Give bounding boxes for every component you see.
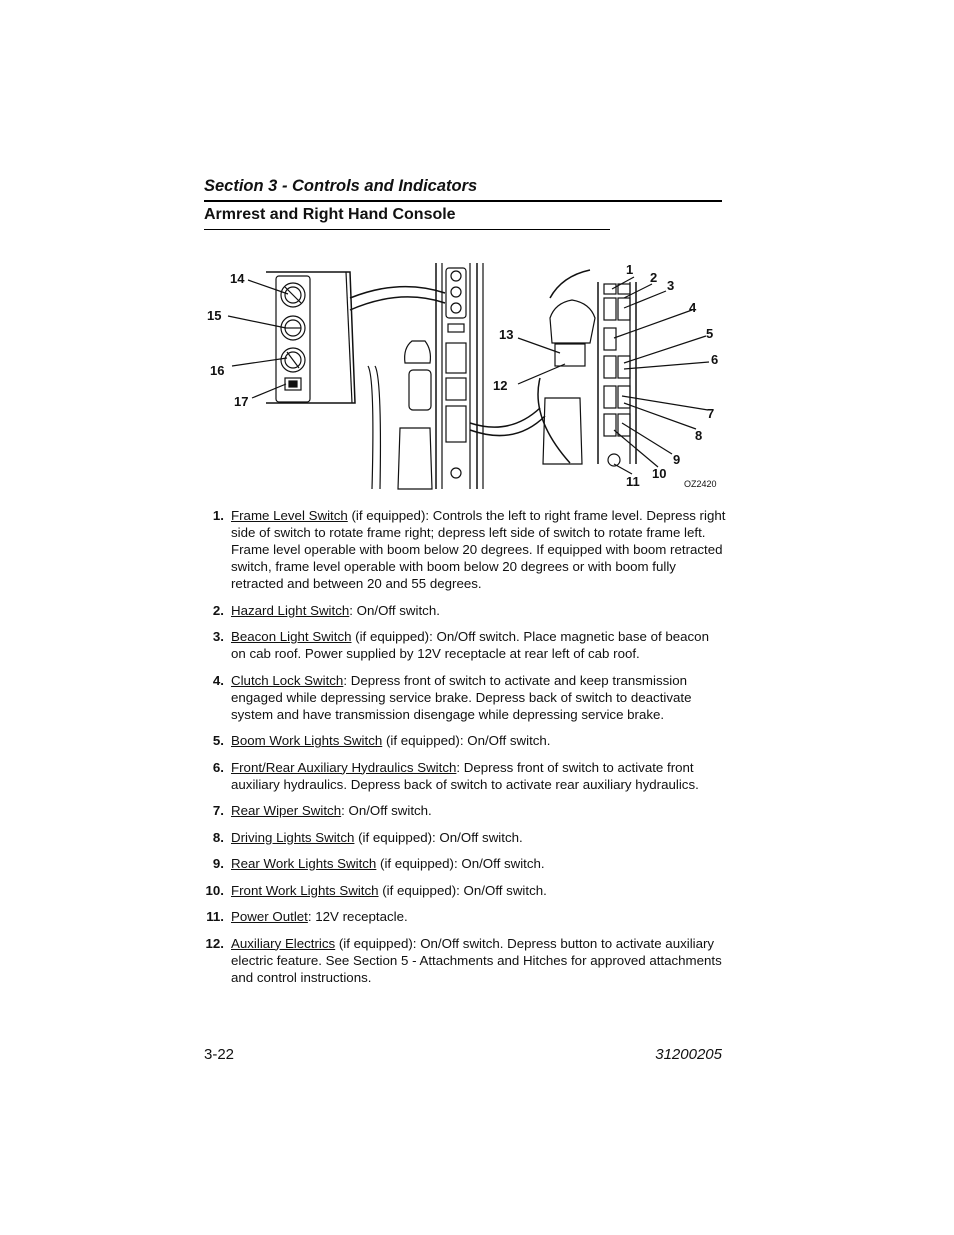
item-description: (if equipped): Controls the left to right frame level. Depress right side of switch to rotate frame right; depress left side of switch to rotate frame left. Frame level operable with boom below 20 degrees. If equipped with boom retracted switch, frame level operable with boom below 20 degrees or with boom fully retracted and between 20 and 55 degrees. <box>231 508 726 591</box>
page-number: 3-22 <box>204 1046 235 1063</box>
item-term: Beacon Light Switch <box>231 629 352 644</box>
list-item <box>204 855 726 872</box>
callout-2: 2 <box>650 270 658 285</box>
item-description: : Depress front of switch to activate front auxiliary hydraulics. Depress back of switch to activate rear auxiliary hydraulics. <box>231 759 699 792</box>
item-number: 12. <box>205 935 224 951</box>
item-number: 8. <box>212 829 224 845</box>
list-item <box>204 829 726 846</box>
figure-code: OZ2420 <box>684 479 717 489</box>
callout-1: 1 <box>626 262 634 277</box>
item-number: 11. <box>206 909 224 924</box>
item-term: Power Outlet <box>231 909 308 924</box>
callout-6: 6 <box>711 352 719 367</box>
item-number: 3. <box>212 629 224 644</box>
item-number: 2. <box>212 602 224 618</box>
list-item <box>204 732 726 749</box>
item-number: 9. <box>212 856 224 871</box>
list-item <box>204 908 726 925</box>
control-list <box>204 507 726 995</box>
list-item <box>204 628 726 662</box>
list-item <box>204 759 726 793</box>
figure-callouts <box>207 262 718 489</box>
item-term: Boom Work Lights Switch <box>231 733 383 748</box>
callout-7: 7 <box>707 406 715 421</box>
callout-10: 10 <box>652 466 667 481</box>
item-description: : 12V receptacle. <box>307 909 408 924</box>
section-rule <box>204 200 722 202</box>
list-item <box>204 935 726 986</box>
item-term: Rear Work Lights Switch <box>231 856 377 871</box>
item-term: Front/Rear Auxiliary Hydraulics Switch <box>231 759 457 775</box>
item-description: (if equipped): On/Off switch. <box>382 733 551 748</box>
item-term: Front Work Lights Switch <box>231 882 379 898</box>
item-description: (if equipped): On/Off switch. Depress button to activate auxiliary electric feature. See Section 5 - Attachments and Hitches for approved attachments and control instructions. <box>231 935 722 985</box>
item-description: : Depress front of switch to activate and keep transmission engaged while depressing service brake. Depress back of switch to deactivate system and have transmission disengage while depressing service brake. <box>231 672 692 722</box>
item-number: 5. <box>212 733 224 748</box>
item-term: Driving Lights Switch <box>231 829 355 845</box>
list-item <box>204 602 726 619</box>
item-term: Auxiliary Electrics <box>231 935 336 951</box>
item-number: 6. <box>212 759 224 775</box>
subsection-title: Armrest and Right Hand Console <box>204 206 456 223</box>
callout-5: 5 <box>706 326 714 341</box>
callout-16: 16 <box>210 363 225 378</box>
item-number: 4. <box>212 672 224 688</box>
console-diagram <box>200 258 725 494</box>
item-term: Clutch Lock Switch <box>231 672 344 688</box>
item-number: 10. <box>205 882 224 898</box>
subsection-rule <box>204 229 610 230</box>
item-description: (if equipped): On/Off switch. <box>376 856 545 871</box>
callout-3: 3 <box>667 278 675 293</box>
list-item <box>204 507 726 592</box>
item-description: (if equipped): On/Off switch. <box>378 882 547 898</box>
callout-4: 4 <box>689 300 697 315</box>
section-title: Section 3 - Controls and Indicators <box>204 177 478 195</box>
callout-13: 13 <box>499 327 514 342</box>
callout-12: 12 <box>493 378 508 393</box>
callout-11: 11 <box>626 474 640 489</box>
callout-8: 8 <box>695 428 703 443</box>
callout-9: 9 <box>673 452 681 467</box>
document-number: 31200205 <box>655 1046 722 1063</box>
item-description: (if equipped): On/Off switch. <box>354 829 523 845</box>
item-term: Hazard Light Switch <box>231 602 350 618</box>
callout-17: 17 <box>234 394 249 409</box>
item-number: 1. <box>212 508 224 523</box>
callout-15: 15 <box>207 308 222 323</box>
item-description: : On/Off switch. <box>341 803 432 818</box>
item-term: Rear Wiper Switch <box>231 803 342 818</box>
callout-14: 14 <box>230 271 245 286</box>
item-term: Frame Level Switch <box>231 508 348 523</box>
item-number: 7. <box>212 803 224 818</box>
console-illustration <box>200 258 725 494</box>
item-description: : On/Off switch. <box>349 602 440 618</box>
list-item <box>204 802 726 819</box>
list-item <box>204 882 726 899</box>
item-description: (if equipped): On/Off switch. Place magnetic base of beacon on cab roof. Power supplied by 12V receptacle at rear left of cab roof. <box>231 629 709 661</box>
list-item <box>204 672 726 723</box>
